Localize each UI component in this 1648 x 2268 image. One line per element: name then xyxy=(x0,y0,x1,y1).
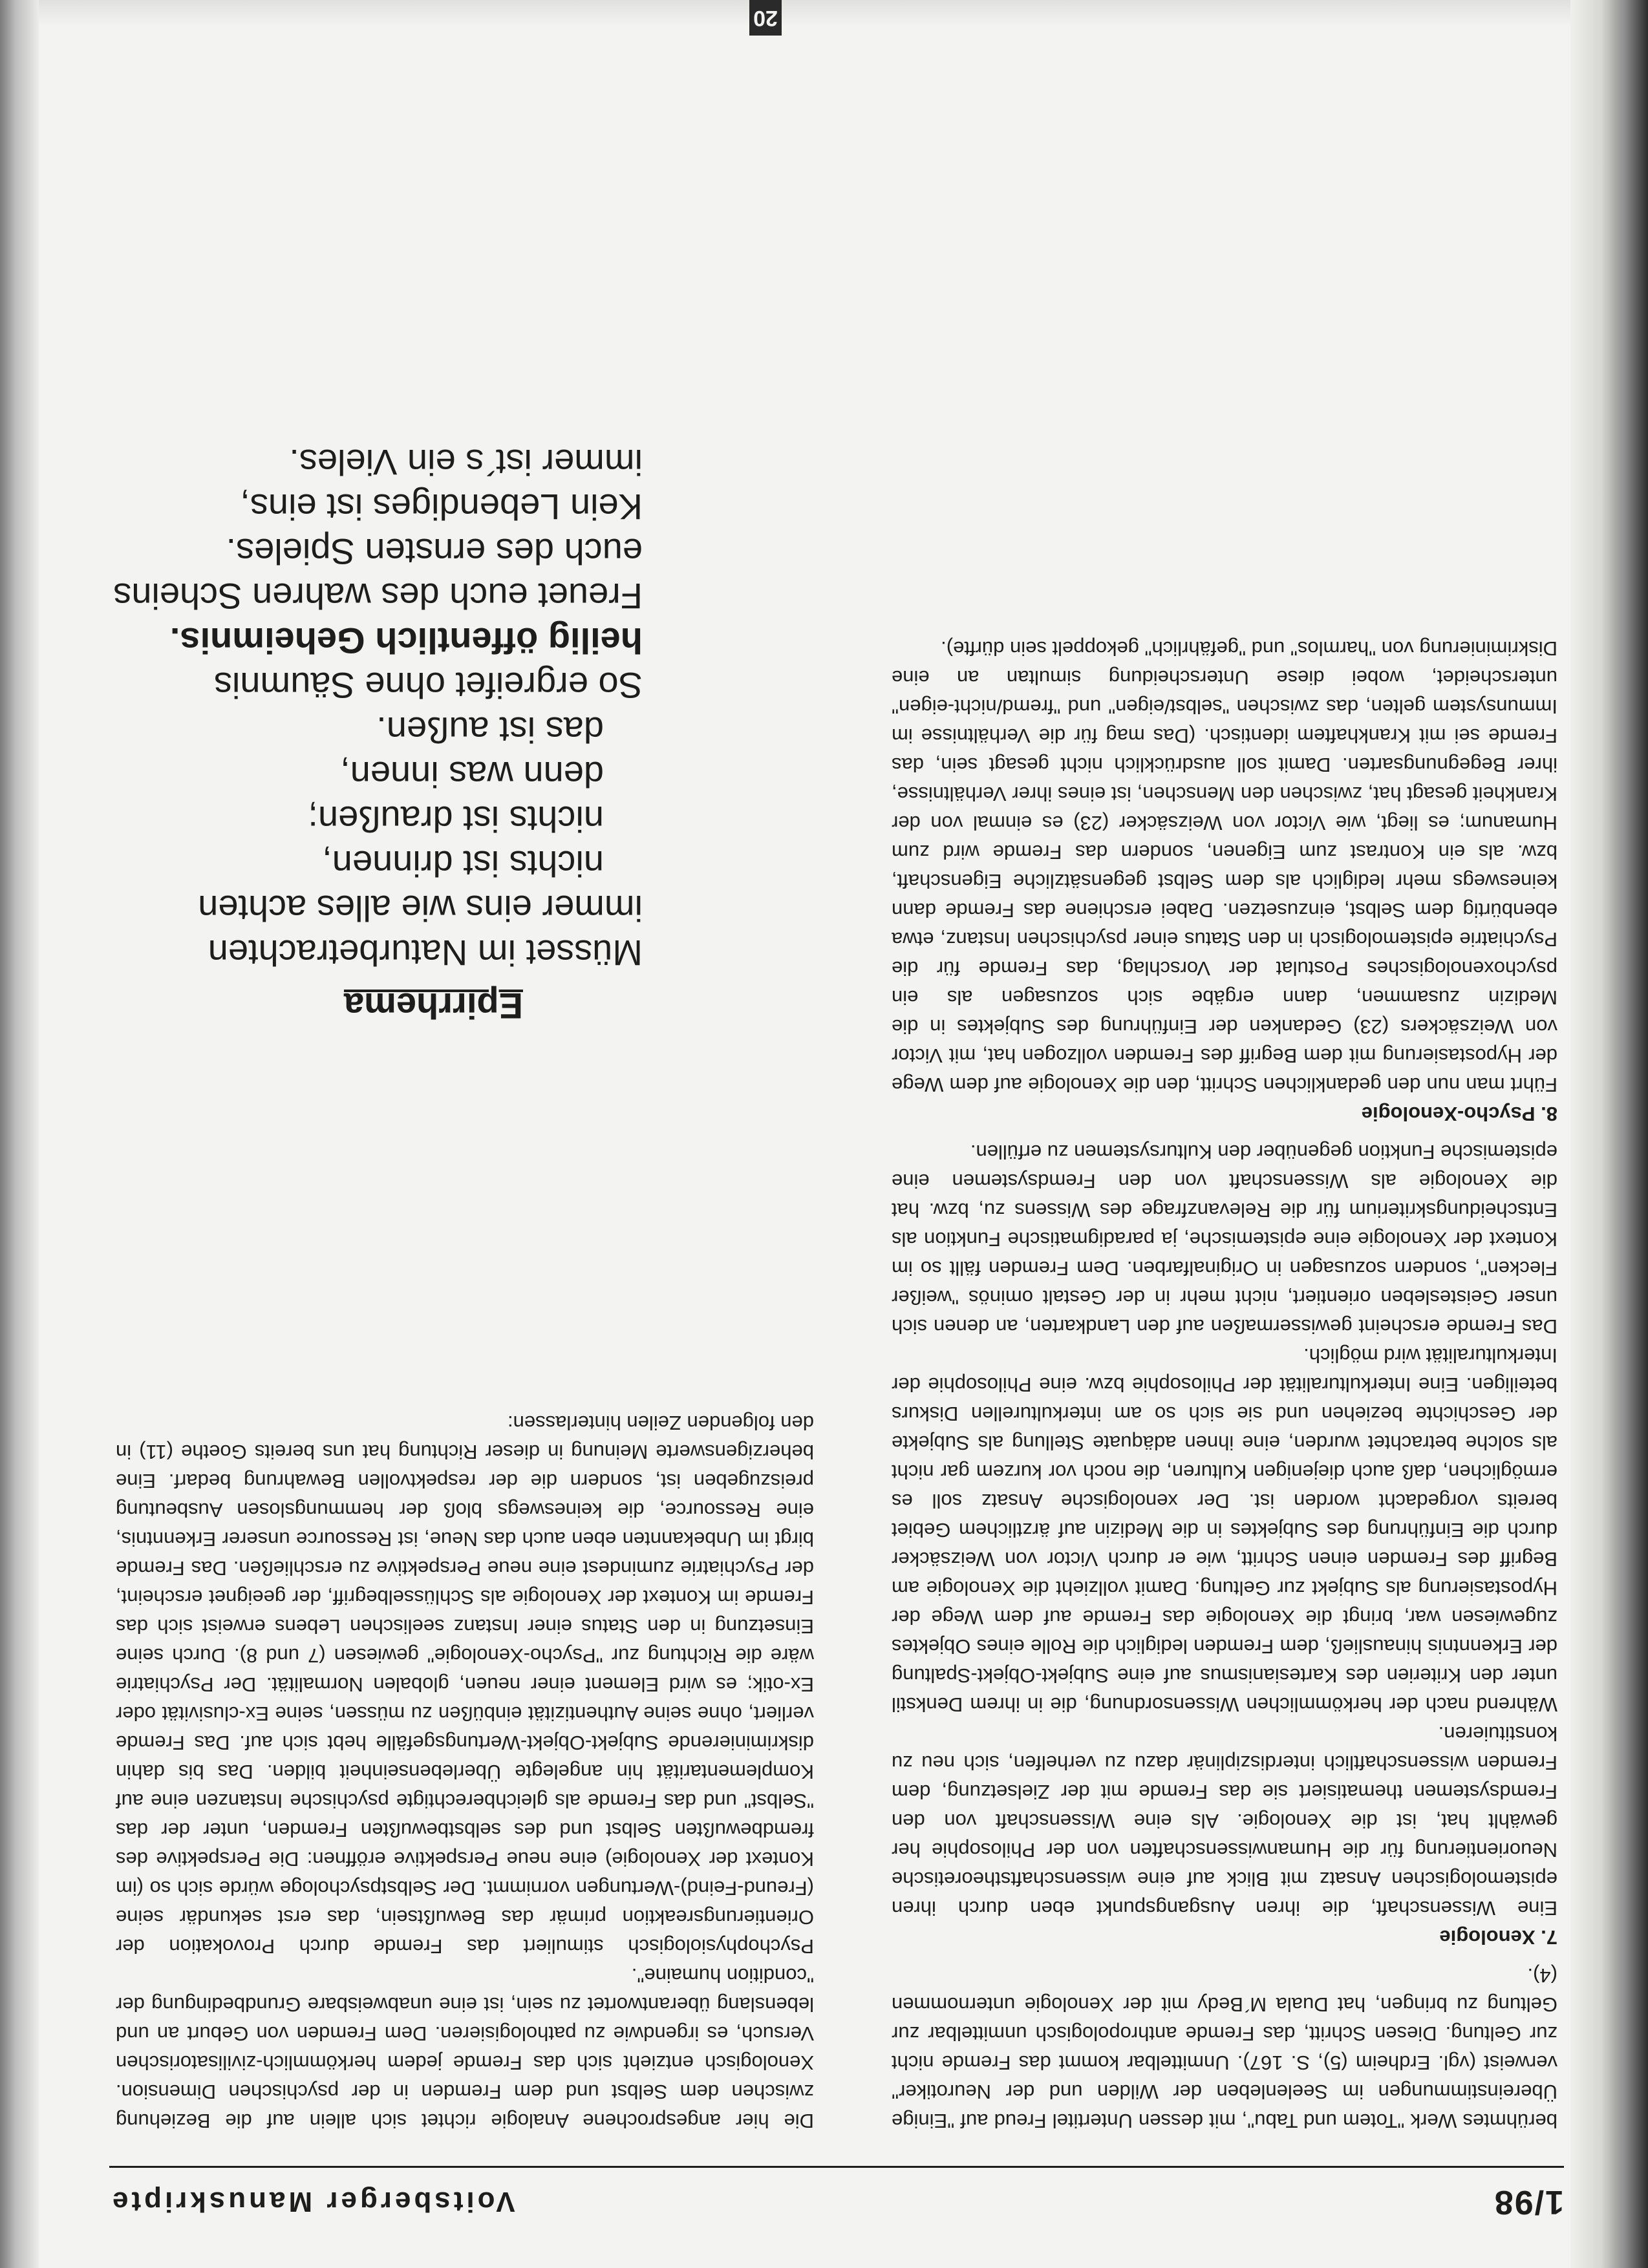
poem-line: nichts ist drinnen, xyxy=(322,843,604,884)
issue-number: 1/98 xyxy=(1493,2183,1564,2221)
poem-line: Müsset im Naturbetrachten xyxy=(208,933,643,973)
page-number-badge: 20 xyxy=(749,0,782,36)
section-heading-xenologie: 7. Xenologie xyxy=(1439,1926,1557,1949)
poem-line: Kein Lebendiges ist eins, xyxy=(240,487,643,527)
poem-line: das ist außen. xyxy=(376,710,604,750)
section-heading-psycho-xenologie: 8. Psycho-Xenologie xyxy=(1361,1103,1557,1125)
paragraph: Die hier angesprochene Analogie richtet sich allein auf die Beziehung zwischen dem Selbst und dem Fremden in der psychischen Dimension. Xenologisch entzieht sich das Fremde jedem herkömmlich-zivilisatorischen Versuch, es irgendwie zu pathologisieren. Dem Fremden von Geburt an und lebenslang überantwortet zu sein, ist eine unabweisbare Grundbedingung der "condition humaine". xyxy=(116,1964,814,2132)
poem-line: heilig öffentlich Geheimnis. xyxy=(169,620,643,661)
running-header xyxy=(109,2166,1564,2229)
poem-line: denn was innen, xyxy=(340,754,604,795)
poem-epirrhema xyxy=(80,440,643,975)
paragraph: berühmtes Werk "Totem und Tabu", mit dessen Untertitel Freud auf "Einige Übereinstimmungen im Seelenleben der Wilden und der Neurotiker" verweist (vgl. Erdheim (5), S. 167). Unmittelbar kommt das Fremde nicht zur Geltung. Diesen Schritt, das Fremde anthropologisch unmittelbar zur Geltung zu bringen, hat Duala M´Bedy mit der Xenologie unternommen (4). xyxy=(892,1964,1557,2132)
poem-line: nichts ist draußen; xyxy=(308,799,604,840)
poem-line: So ergreifet ohne Säumnis xyxy=(213,665,643,706)
paragraph: Führt man nun den gedanklichen Schritt, den die Xenologie auf dem Wege der Hypostasierung mit dem Begriff des Fremden vollzogen hat, mit Victor von Weizsäckers (23) Gedanken der Einführung des Subjektes in die Medizin zusammen, dann ergäbe sich sozusagen als ein psychoxenologisches Postulat der Vorschlag, das Fremde für die Psychiatrie epistemologisch in den Status einer psychischen Instanz, etwa ebenbürtig dem Selbst, einzusetzen. Dabei erschiene das Fremde dann keineswegs mehr lediglich als dem Selbst gegensätzliche Eigenschaft, bzw. als ein Kontrast zum Eigenen, sondern das Fremde wird zum Humanum; es liegt, wie Victor von Weizsäcker (23) es einmal von der Krankheit gesagt hat, zwischen den Menschen, ist eines ihrer Verhältnisse, ihrer Begegnungsarten. Damit soll ausdrücklich nicht gesagt sein, das Fremde sei mit Krankhaftem identisch. (Das mag für die Verhältnisse im Immunsystem gelten, das zwischen "selbst/eigen" und "fremd/nicht-eigen" unterscheidet, wobei diese Unterscheidung simultan an eine Diskriminierung von "harmlos" und "gefährlich" gekoppelt sein dürfte). xyxy=(892,637,1557,1096)
paragraph: Psychophysiologisch stimuliert das Fremde durch Provokation der Orientierungsreaktion primär das Bewußtsein, das erst sekundär seine (Freund-Feind)-Wertungen vornimmt. Der Selbstpsychologe würde sich so (im Kontext der Xenologie) eine neue Perspektive eröffnen: Die Perspektive des fremdbewußten Selbst und des selbstbewußten Fremden, unter der das "Selbst" und das Fremde als gleichberechtigte psychische Instanzen eine auf Komplementarität hin angelegte Überlebenseinheit bilden. Das bis dahin diskriminierende Subjekt-Objekt-Wertungsgefälle hebt sich auf. Das Fremde verliert, ohne seine Authentizität einbüßen zu müssen, seine Ex-clusivität oder Ex-otik; es wird Element einer neuen, globalen Normalität. Der Psychiatrie wäre die Richtung zur "Psycho-Xenologie" gewiesen (7 und 8). Durch seine Einsetzung in den Status einer Instanz seelischen Lebens erweist sich das Fremde im Kontext der Xenologie als Schlüsselbegriff, der geeignet erscheint, der Psychiatrie zumindest eine neue Perspektive zu erschließen. Das Fremde birgt im Unbekannten eben auch das Neue, ist Ressource unserer Erkenntnis, eine Ressource, die keineswegs bloß der hemmungslosen Ausbeutung preiszugeben ist, sondern die der respektvollen Bewahrung bedarf. Eine beherzigenswerte Meinung in dieser Richtung hat uns bereits Goethe (11) in den folgenden Zeilen hinterlassen: xyxy=(116,1412,814,1958)
right-text-column xyxy=(116,1408,814,2136)
poem-line: immer eins wie alles achten xyxy=(198,888,643,929)
left-text-column xyxy=(892,634,1557,2136)
poem-line: Freuet euch des wahren Scheins xyxy=(113,576,643,617)
magazine-title: Voitsberger Manuskripte xyxy=(109,2186,515,2218)
paragraph: Eine Wissenschaft, die ihren Ausgangspunkt eben durch ihren epistemologischen Ansatz mit Blick auf eine wissenschaftstheoretische Neuorientierung für die Humanwissenschaften von der Philosophie her gewählt hat, ist die Xenologie. Als eine Wissenschaft von den Fremdsystemen thematisiert sie das Fremde mit der Zielsetzung, dem Fremden wissenschaftlich interdisziplinär dazu zu verhelfen, sich neu zu konstituieren. xyxy=(892,1722,1557,1920)
poem-line: euch des ernsten Spieles. xyxy=(226,531,643,572)
paragraph: Während nach der herkömmlichen Wissensordnung, die in ihrem Denkstil unter den Kriterien des Kartesianismus auf eine Subjekt-Objekt-Spaltung der Erkenntnis hinausließ, dem Fremden lediglich die Rolle eines Objektes zugewiesen war, bringt die Xenologie das Fremde auf dem Wege der Hypostasierung als Subjekt zur Geltung. Damit vollzieht die Xenologie am Begriff des Fremden einen Schritt, wie er durch Victor von Weizsäcker durch die Einführung des Subjektes in die Medizin auf ärztlichem Gebiet bereits vorgedacht worden ist. Der xenologische Ansatz soll es ermöglichen, daß auch diejenigen Kulturen, die noch vor kurzem gar nicht als solche betrachtet wurden, eine ihnen adäquate Stellung als Subjekte der Geschichte beziehen und sie sich so am interkulturellen Diskurs beteiligen. Eine Interkulturalität der Philosophie bzw. eine Philosophie der Interkulturalität wird möglich. xyxy=(892,1344,1557,1716)
poem-title: Epirrhema xyxy=(344,986,523,1026)
poem-line: immer ist´s ein Vieles. xyxy=(289,442,643,483)
paragraph: Das Fremde erscheint gewissermaßen auf den Landkarten, an denen sich unser Geistesleben orientiert, nicht mehr in der Gestalt ominös "weißer Flecken", sondern sozusagen in Originalfarben. Dem Fremden fällt so im Kontext der Xenologie eine epistemische, ja paradigmatische Funktion als Entscheidungskriterium für die Relevanzfrage des Wissens zu, bzw. hat die Xenologie als Wissenschaft von den Fremdsystemen eine epistemische Funktion gegenüber den Kultursystemen zu erfüllen. xyxy=(892,1141,1557,1338)
